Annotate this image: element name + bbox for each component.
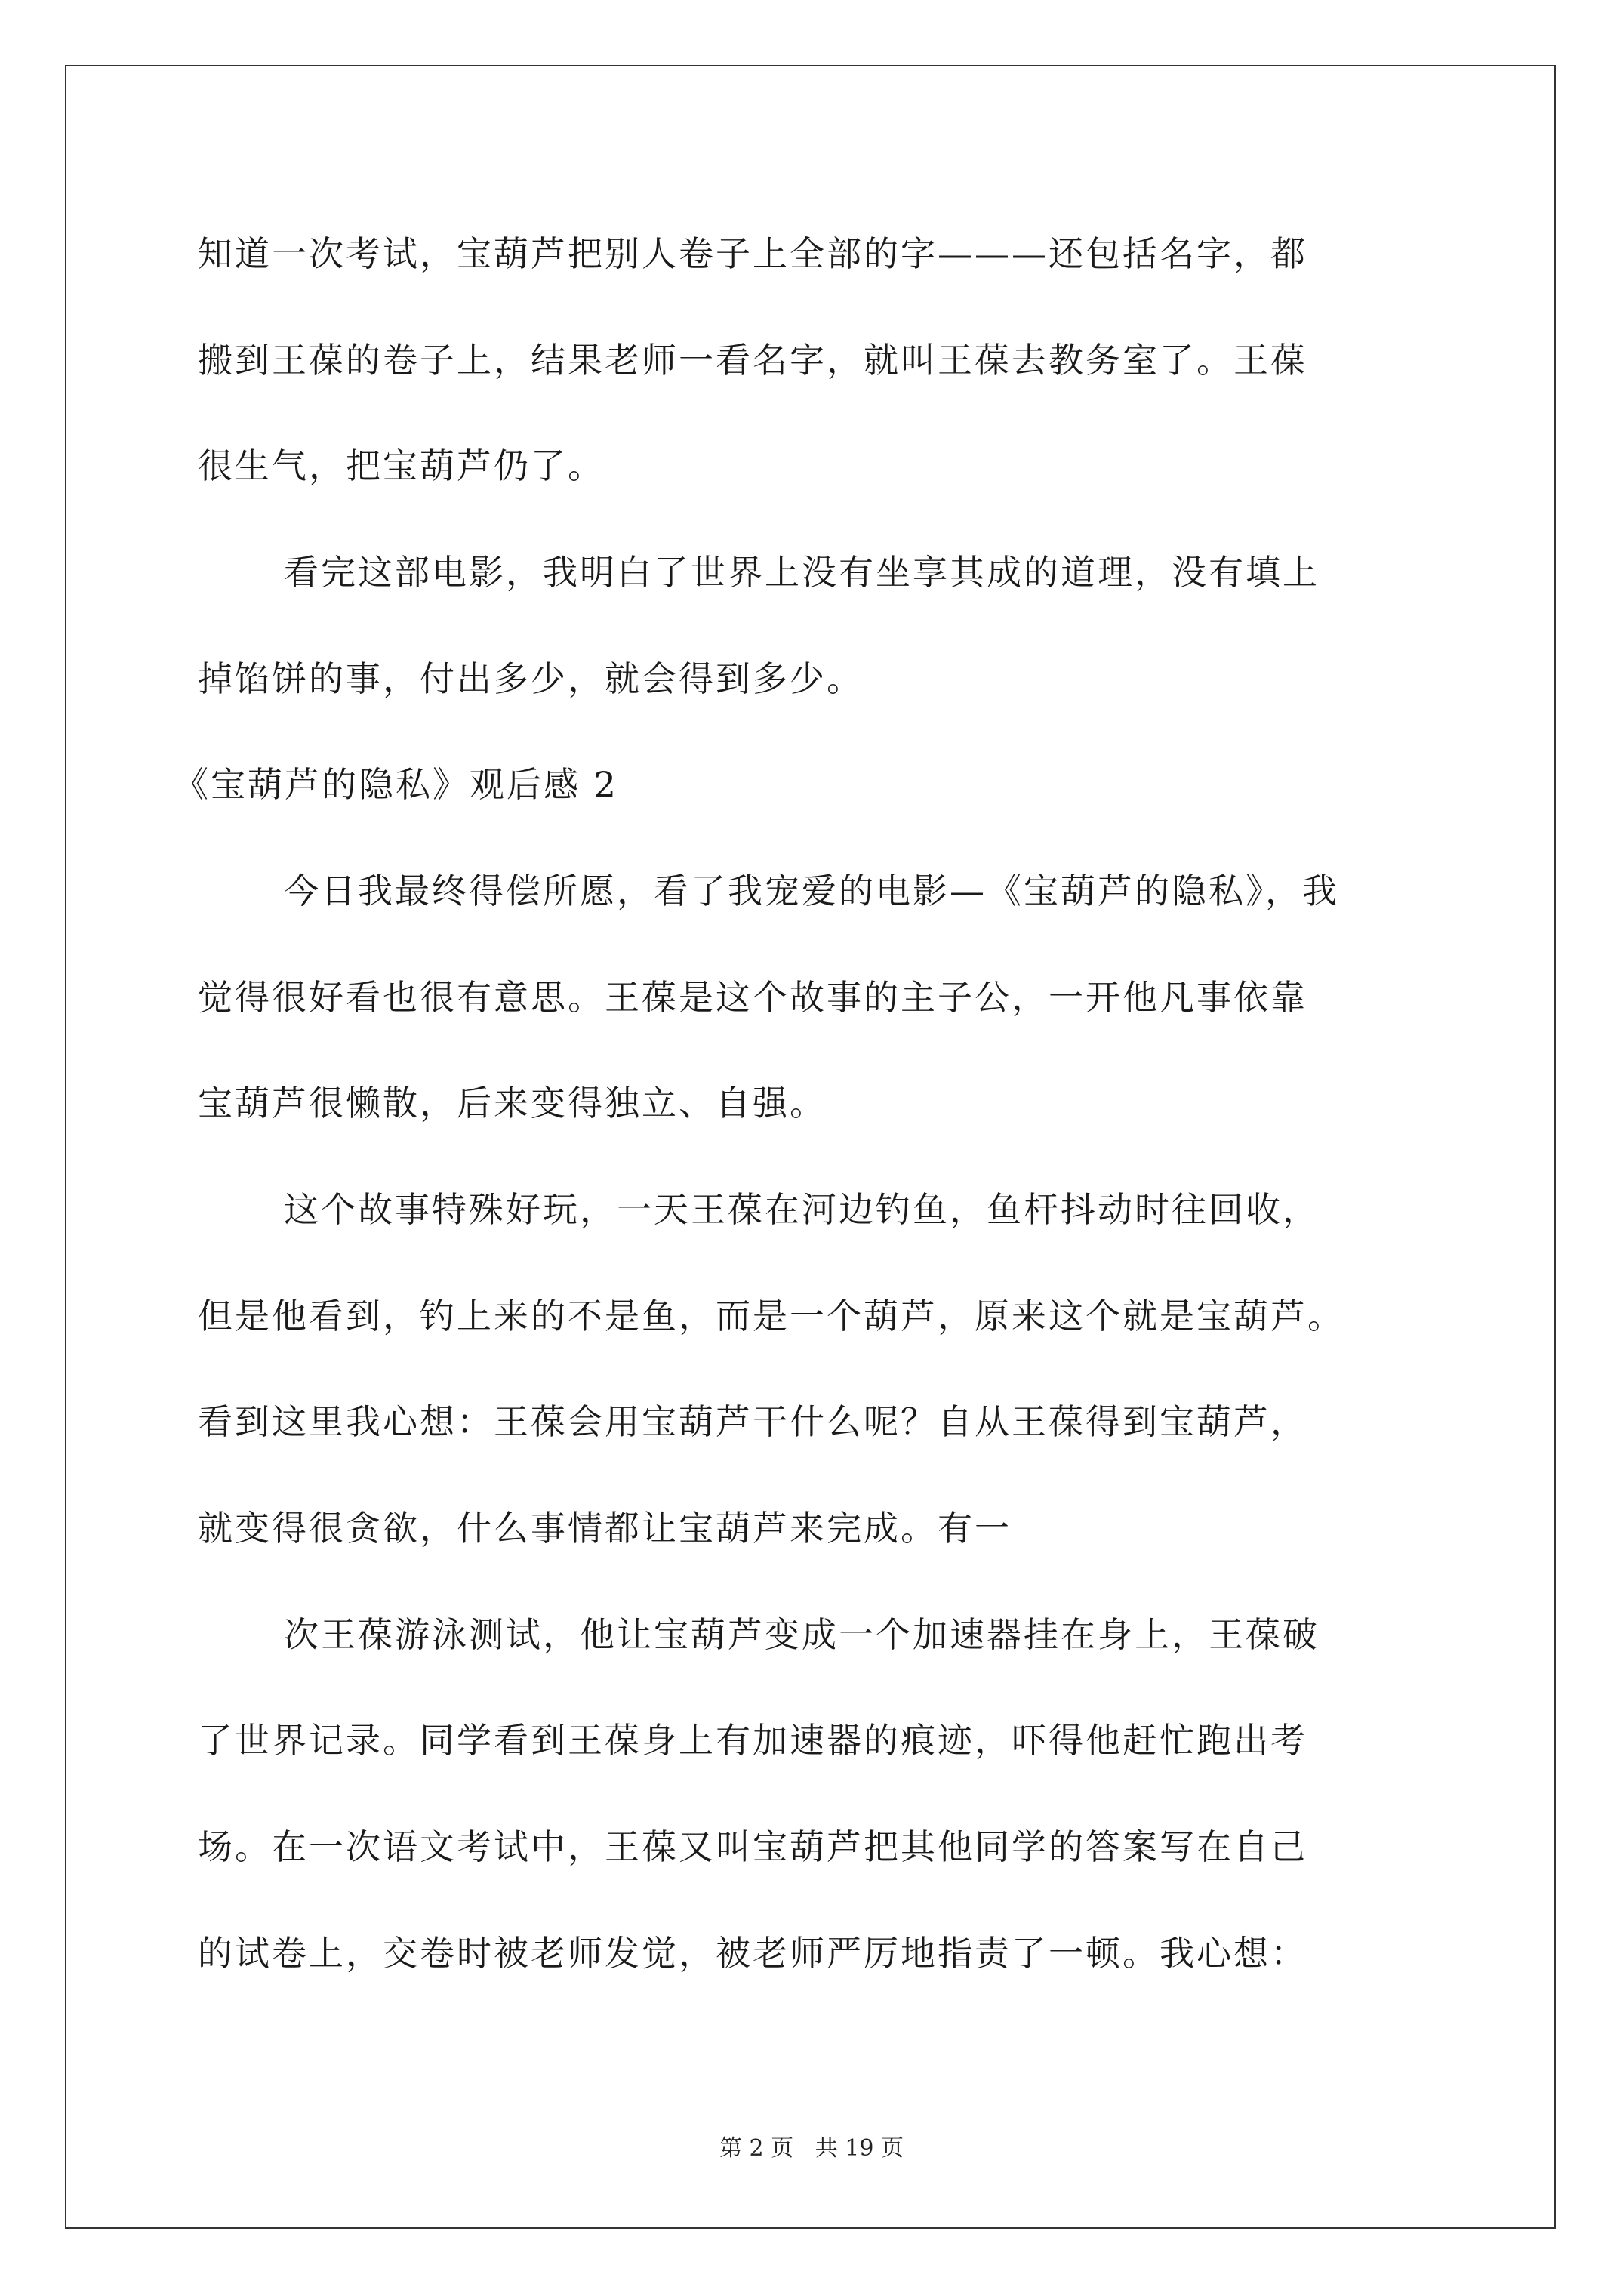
page-border [65,65,1556,2229]
text-line: 次王葆游泳测试，他让宝葫芦变成一个加速器挂在身上，王葆破 [284,1614,1320,1655]
text-line: 了世界记录。同学看到王葆身上有加速器的痕迹，吓得他赶忙跑出考 [198,1720,1307,1761]
page-footer: 第 2 页 共 19 页 [719,2135,904,2162]
text-line: 场。在一次语文考试中，王葆又叫宝葫芦把其他同学的答案写在自己 [198,1826,1307,1867]
text-line: 觉得很好看也很有意思。王葆是这个故事的主子公，一开他凡事依靠 [198,977,1307,1018]
text-line: 这个故事特殊好玩，一天王葆在河边钓鱼，鱼杆抖动时往回收， [284,1189,1320,1230]
text-line: 搬到王葆的卷子上，结果老师一看名字，就叫王葆去教务室了。王葆 [198,340,1307,381]
text-line: 但是他看到，钓上来的不是鱼，而是一个葫芦，原来这个就是宝葫芦。 [198,1296,1344,1336]
text-line: 宝葫芦很懒散，后来变得独立、自强。 [198,1083,827,1123]
text-line: 掉馅饼的事，付出多少，就会得到多少。 [198,658,864,699]
text-line: 就变得很贪欲，什么事情都让宝葫芦来完成。有一 [198,1508,1012,1549]
section-heading: 《宝葫芦的隐私》观后感 2 [174,764,618,805]
text-line: 看完这部电影，我明白了世界上没有坐享其成的道理，没有填上 [284,552,1320,593]
text-line: 很生气，把宝葫芦仍了。 [198,445,605,486]
text-line: 知道一次考试，宝葫芦把别人卷子上全部的字———还包括名字，都 [198,233,1307,274]
text-line: 的试卷上，交卷时被老师发觉，被老师严厉地指责了一顿。我心想： [198,1933,1307,1974]
text-line: 今日我最终得偿所愿，看了我宠爱的电影—《宝葫芦的隐私》，我 [284,871,1339,911]
text-line: 看到这里我心想：王葆会用宝葫芦干什么呢？自从王葆得到宝葫芦， [198,1401,1307,1442]
